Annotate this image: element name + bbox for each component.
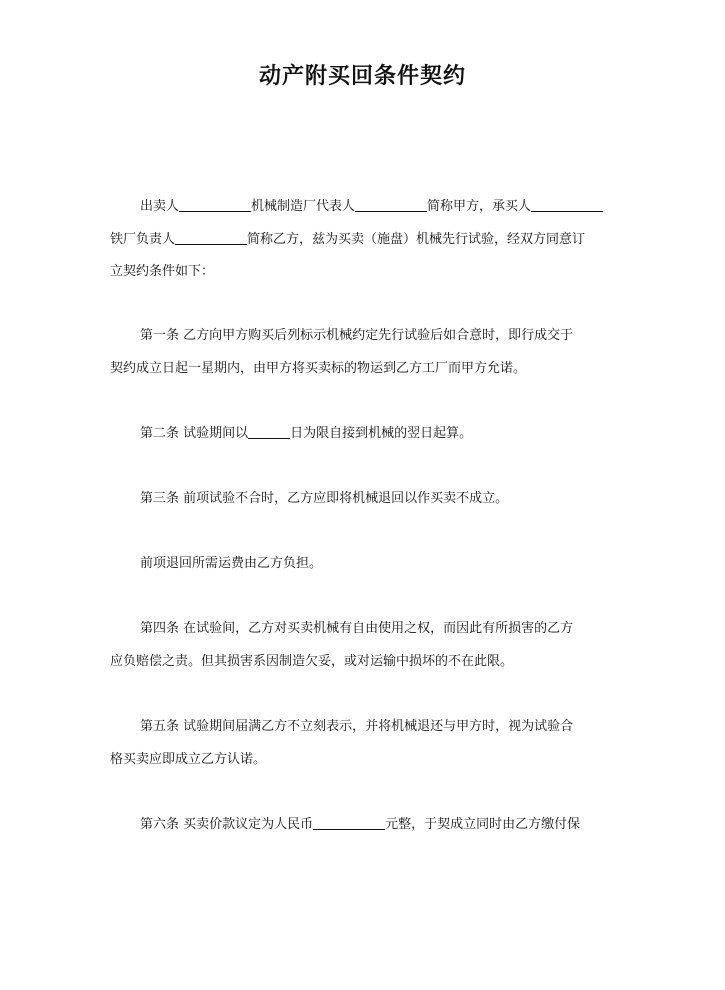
representative-name-blank [355,196,427,212]
price-amount-blank [313,814,385,830]
intro-paragraph [110,191,642,289]
article-4-line-1: 第四条 在试验间，乙方对买卖机械有自由使用之权，而因此有所损害的乙方 [140,621,574,636]
article-1-line-2: 契约成立日起一星期内，由甲方将买卖标的物运到乙方工厂而甲方允诺。 [110,360,527,376]
factory-representative-label: 机械制造厂代表人 [251,199,356,214]
article-2 [110,418,642,451]
article-1 [110,320,642,385]
trial-days-blank [248,423,290,439]
article-6 [110,809,642,842]
article-1-line-1: 第一条 乙方向甲方购买后列标示机械约定先行试验后如合意时，即行成交于 [140,328,574,343]
article-4 [110,613,642,678]
intro-line-3: 立契约条件如下： [110,264,215,279]
article-3-note [110,548,642,581]
document-title: 动产附买回条件契约 [258,64,466,89]
article-2-text-b: 日为限自接到机械的翌日起算。 [290,426,473,441]
article-6-text-b: 元整，于契成立同时由乙方缴付保 [385,817,581,832]
article-5-line-2: 格买卖应即成立乙方认诺。 [110,751,267,767]
article-3 [110,483,642,516]
head-name-blank [175,229,247,245]
buyer-name-blank [531,196,603,212]
seller-label: 出卖人 [140,199,180,214]
intro-line-2 [110,224,642,257]
intro-line-1 [110,191,642,224]
article-3-line-1: 第三条 前项试验不合时，乙方应即将机械退回以作买卖不成立。 [140,491,509,506]
article-5 [110,711,642,776]
article-6-text-a: 第六条 买卖价款议定为人民币 [140,817,314,832]
article-2-text-a: 第二条 试验期间以 [140,426,249,441]
article-6-line-1 [110,809,642,842]
intro-line-2-text: 简称乙方，兹为买卖（施盘）机械先行试验，经双方同意订 [247,231,586,247]
ironworks-head-label: 铁厂负责人 [110,231,176,247]
seller-name-blank [179,196,251,212]
article-2-line-1 [110,418,642,451]
article-4-line-2: 应负赔偿之责。但其损害系因制造欠妥，或对运输中损坏的不在此限。 [110,653,514,669]
buyer-label: 简称甲方，承买人 [427,199,532,214]
article-5-line-1: 第五条 试验期间届满乙方不立刻表示，并将机械退还与甲方时，视为试验合 [140,719,574,734]
article-3-line-2: 前项退回所需运费由乙方负担。 [140,556,323,571]
